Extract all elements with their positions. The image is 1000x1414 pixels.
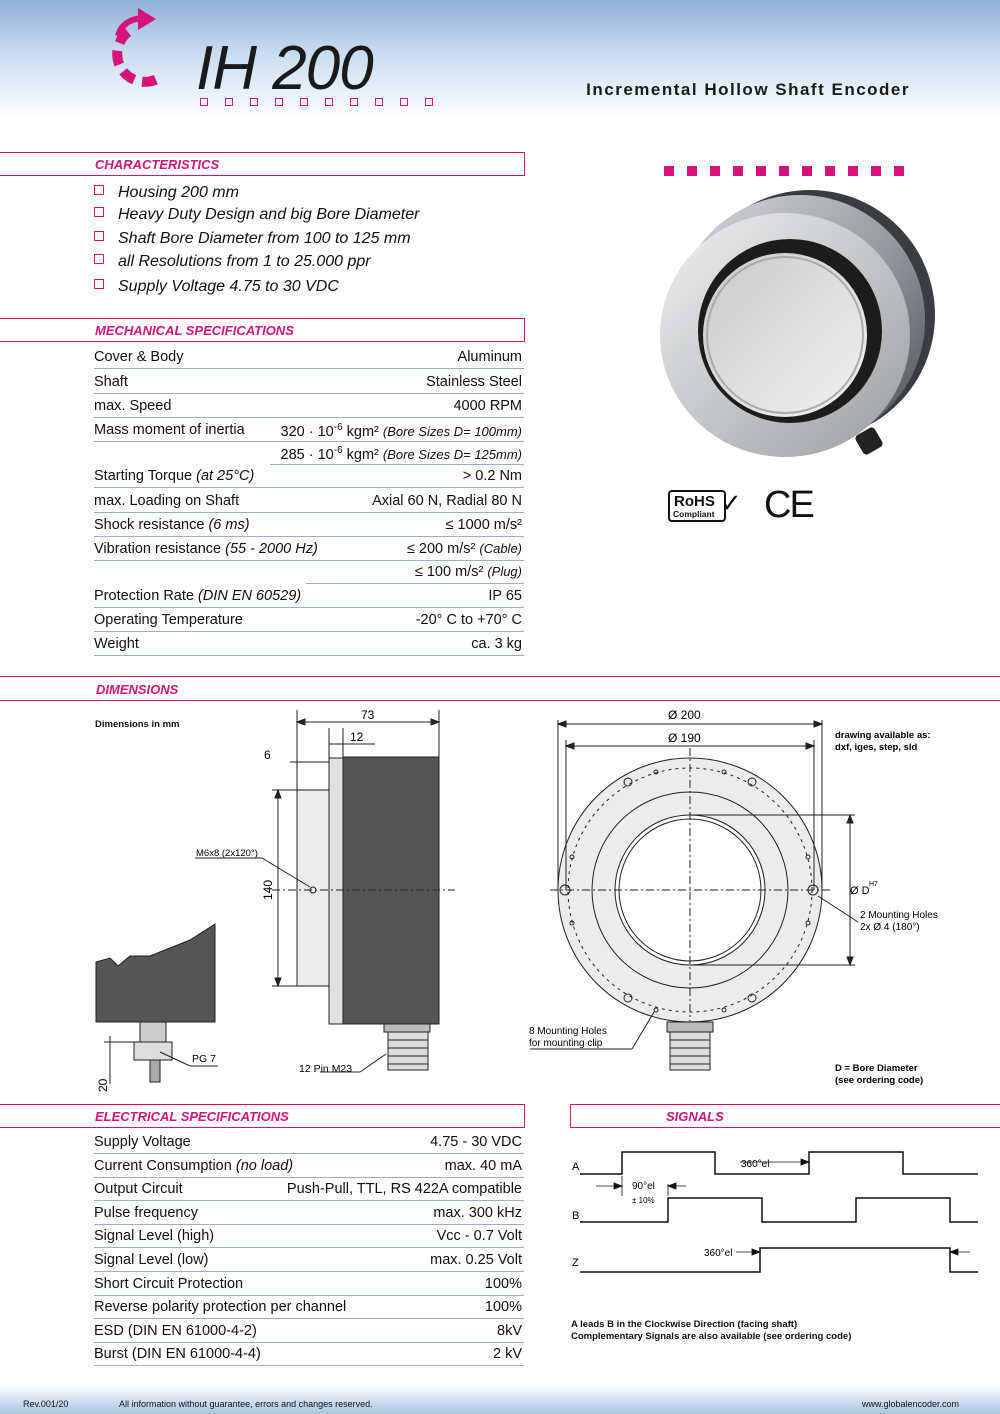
table-row bbox=[94, 418, 524, 442]
row-label: Mass moment of inertia bbox=[94, 422, 245, 438]
svg-text:B: B bbox=[572, 1210, 580, 1222]
svg-text:360°el: 360°el bbox=[704, 1248, 733, 1259]
row-value: max. 0.25 Volt bbox=[430, 1252, 522, 1268]
svg-text:90°el: 90°el bbox=[632, 1181, 655, 1192]
list-item: Supply Voltage 4.75 to 30 VDC bbox=[94, 278, 339, 296]
svg-text:Ø 190: Ø 190 bbox=[668, 731, 701, 745]
row-label: Shock resistance (6 ms) bbox=[94, 517, 250, 533]
table-row bbox=[94, 489, 524, 513]
row-value: 100% bbox=[484, 1299, 522, 1316]
table-row bbox=[94, 1248, 524, 1272]
row-label: Current Consumption (no load) bbox=[94, 1157, 294, 1174]
svg-text:for mounting clip: for mounting clip bbox=[529, 1038, 603, 1049]
signals-diagram bbox=[560, 1140, 980, 1290]
table-row bbox=[94, 464, 524, 488]
svg-text:2 Mounting Holes: 2 Mounting Holes bbox=[860, 910, 938, 921]
signals-note: A leads B in the Clockwise Direction (facing shaft) bbox=[571, 1319, 798, 1330]
revision: Rev.001/20 bbox=[23, 1399, 69, 1409]
svg-text:8 Mounting Holes: 8 Mounting Holes bbox=[529, 1026, 607, 1037]
svg-text:12: 12 bbox=[350, 730, 364, 744]
svg-text:73: 73 bbox=[361, 708, 375, 722]
table-row bbox=[94, 1224, 524, 1248]
row-value: 100% bbox=[484, 1275, 522, 1292]
svg-text:(see ordering code): (see ordering code) bbox=[835, 1075, 924, 1086]
svg-text:dxf, iges, step, sld: dxf, iges, step, sld bbox=[835, 742, 918, 753]
table-row bbox=[94, 1319, 524, 1343]
table-row bbox=[94, 632, 524, 656]
divider bbox=[0, 676, 1000, 677]
svg-text:PG 7: PG 7 bbox=[192, 1053, 216, 1065]
row-label: Cover & Body bbox=[94, 349, 184, 365]
svg-text:Ø 200: Ø 200 bbox=[668, 708, 701, 722]
list-item: Housing 200 mm bbox=[94, 184, 239, 202]
row-value: ca. 3 kg bbox=[471, 636, 522, 652]
row-label: Supply Voltage bbox=[94, 1134, 191, 1150]
row-label: Output Circuit bbox=[94, 1181, 183, 1198]
table-row bbox=[94, 1272, 524, 1296]
row-label: Shaft bbox=[94, 374, 128, 390]
front-view bbox=[530, 720, 858, 1070]
signals-heading: SIGNALS bbox=[570, 1104, 1000, 1128]
row-value: max. 300 kHz bbox=[433, 1204, 522, 1221]
electrical-heading: ELECTRICAL SPECIFICATIONS bbox=[0, 1104, 525, 1128]
table-row bbox=[94, 345, 524, 369]
row-label: Pulse frequency bbox=[94, 1204, 198, 1221]
table-row bbox=[94, 370, 524, 394]
row-label: max. Speed bbox=[94, 398, 172, 414]
table-row bbox=[94, 537, 524, 561]
svg-text:D = Bore Diameter: D = Bore Diameter bbox=[835, 1063, 918, 1074]
svg-text:A: A bbox=[572, 1161, 580, 1173]
website-link[interactable]: www.globalencoder.com bbox=[862, 1399, 960, 1409]
row-label: Protection Rate (DIN EN 60529) bbox=[94, 588, 302, 604]
row-label: ESD (DIN EN 61000-4-2) bbox=[94, 1322, 257, 1339]
svg-text:6: 6 bbox=[264, 748, 271, 762]
mechanical-heading: MECHANICAL SPECIFICATIONS bbox=[0, 318, 525, 342]
table-row bbox=[94, 584, 524, 608]
list-item: Heavy Duty Design and big Bore Diameter bbox=[94, 206, 419, 224]
row-label: Burst (DIN EN 61000-4-4) bbox=[94, 1346, 261, 1363]
model-title: IH 200 bbox=[196, 34, 373, 103]
page-footer bbox=[0, 1386, 1000, 1414]
check-icon: ✓ bbox=[720, 488, 742, 518]
row-value: Stainless Steel bbox=[426, 374, 522, 390]
svg-text:12 Pin M23: 12 Pin M23 bbox=[299, 1063, 353, 1075]
table-row bbox=[270, 441, 524, 465]
logo-icon bbox=[90, 6, 190, 106]
page-header bbox=[0, 0, 1000, 118]
table-row bbox=[94, 1154, 524, 1178]
row-value: IP 65 bbox=[488, 588, 522, 604]
row-value: Vcc - 0.7 Volt bbox=[436, 1228, 522, 1245]
units-note: Dimensions in mm bbox=[95, 719, 180, 730]
row-label: Weight bbox=[94, 636, 139, 652]
svg-text:H7: H7 bbox=[869, 881, 878, 888]
row-value: Push-Pull, TTL, RS 422A compatible bbox=[286, 1181, 522, 1198]
decorative-squares bbox=[664, 166, 917, 176]
table-row bbox=[94, 513, 524, 537]
encoder-photo bbox=[650, 185, 940, 475]
rohs-badge: RoHS Compliant ✓ bbox=[668, 490, 740, 524]
row-value: ≤ 200 m/s² (Cable) bbox=[406, 541, 522, 557]
svg-text:20: 20 bbox=[96, 1078, 110, 1092]
table-row bbox=[94, 1177, 524, 1201]
svg-text:drawing available as:: drawing available as: bbox=[835, 730, 931, 741]
side-view bbox=[96, 710, 455, 1084]
svg-text:Ø D: Ø D bbox=[850, 885, 870, 897]
svg-text:± 10%: ± 10% bbox=[632, 1196, 655, 1205]
ce-mark: CE bbox=[764, 484, 813, 526]
list-item: Shaft Bore Diameter from 100 to 125 mm bbox=[94, 230, 411, 248]
characteristics-heading: CHARACTERISTICS bbox=[0, 152, 525, 176]
svg-text:360°el: 360°el bbox=[741, 1159, 770, 1170]
row-label: Starting Torque (at 25°C) bbox=[94, 468, 255, 484]
table-row bbox=[94, 394, 524, 418]
table-row bbox=[94, 1295, 524, 1319]
row-label: Signal Level (low) bbox=[94, 1252, 209, 1268]
row-value: $285 \cdot 10^{-6}$ kgm² (Bore Sizes D= 125mm) bbox=[280, 445, 522, 463]
row-value: -20° C to +70° C bbox=[415, 612, 522, 628]
table-row bbox=[306, 560, 524, 584]
row-label: Signal Level (high) bbox=[94, 1228, 215, 1245]
decorative-squares bbox=[200, 98, 450, 106]
row-label: Short Circuit Protection bbox=[94, 1275, 244, 1292]
row-value: 8kV bbox=[497, 1322, 522, 1339]
row-value: max. 40 mA bbox=[444, 1157, 522, 1174]
row-label: Vibration resistance (55 - 2000 Hz) bbox=[94, 541, 318, 557]
table-row bbox=[94, 608, 524, 632]
row-value: 4.75 - 30 VDC bbox=[430, 1134, 522, 1150]
row-label: max. Loading on Shaft bbox=[94, 493, 240, 509]
row-label: Reverse polarity protection per channel bbox=[94, 1299, 347, 1316]
row-value: Aluminum bbox=[457, 349, 522, 365]
dimension-drawing bbox=[0, 700, 1000, 1100]
dimensions-heading: DIMENSIONS bbox=[96, 682, 179, 697]
row-value: Axial 60 N, Radial 80 N bbox=[372, 493, 522, 509]
table-row bbox=[94, 1201, 524, 1225]
table-row bbox=[94, 1342, 524, 1366]
row-value: 2 kV bbox=[492, 1346, 522, 1363]
row-value: > 0.2 Nm bbox=[462, 468, 522, 484]
row-value: 4000 RPM bbox=[453, 398, 522, 414]
svg-text:M6x8 (2x120°): M6x8 (2x120°) bbox=[196, 848, 258, 859]
row-value: $320 \cdot 10^{-6}$ kgm² (Bore Sizes D= 100mm) bbox=[280, 422, 522, 440]
table-row bbox=[94, 1130, 524, 1154]
list-item: all Resolutions from 1 to 25.000 ppr bbox=[94, 253, 371, 271]
svg-text:140: 140 bbox=[261, 879, 275, 900]
disclaimer: All information without guarantee, errors and changes reserved. bbox=[119, 1399, 373, 1409]
row-value: ≤ 1000 m/s² bbox=[445, 517, 522, 533]
svg-text:2x Ø 4 (180°): 2x Ø 4 (180°) bbox=[860, 922, 920, 933]
svg-text:Z: Z bbox=[572, 1257, 579, 1269]
row-label: Operating Temperature bbox=[94, 612, 243, 628]
page-subtitle: Incremental Hollow Shaft Encoder bbox=[586, 80, 910, 99]
row-value: ≤ 100 m/s² (Plug) bbox=[414, 564, 522, 580]
signals-note: Complementary Signals are also available (see ordering code) bbox=[571, 1331, 852, 1342]
